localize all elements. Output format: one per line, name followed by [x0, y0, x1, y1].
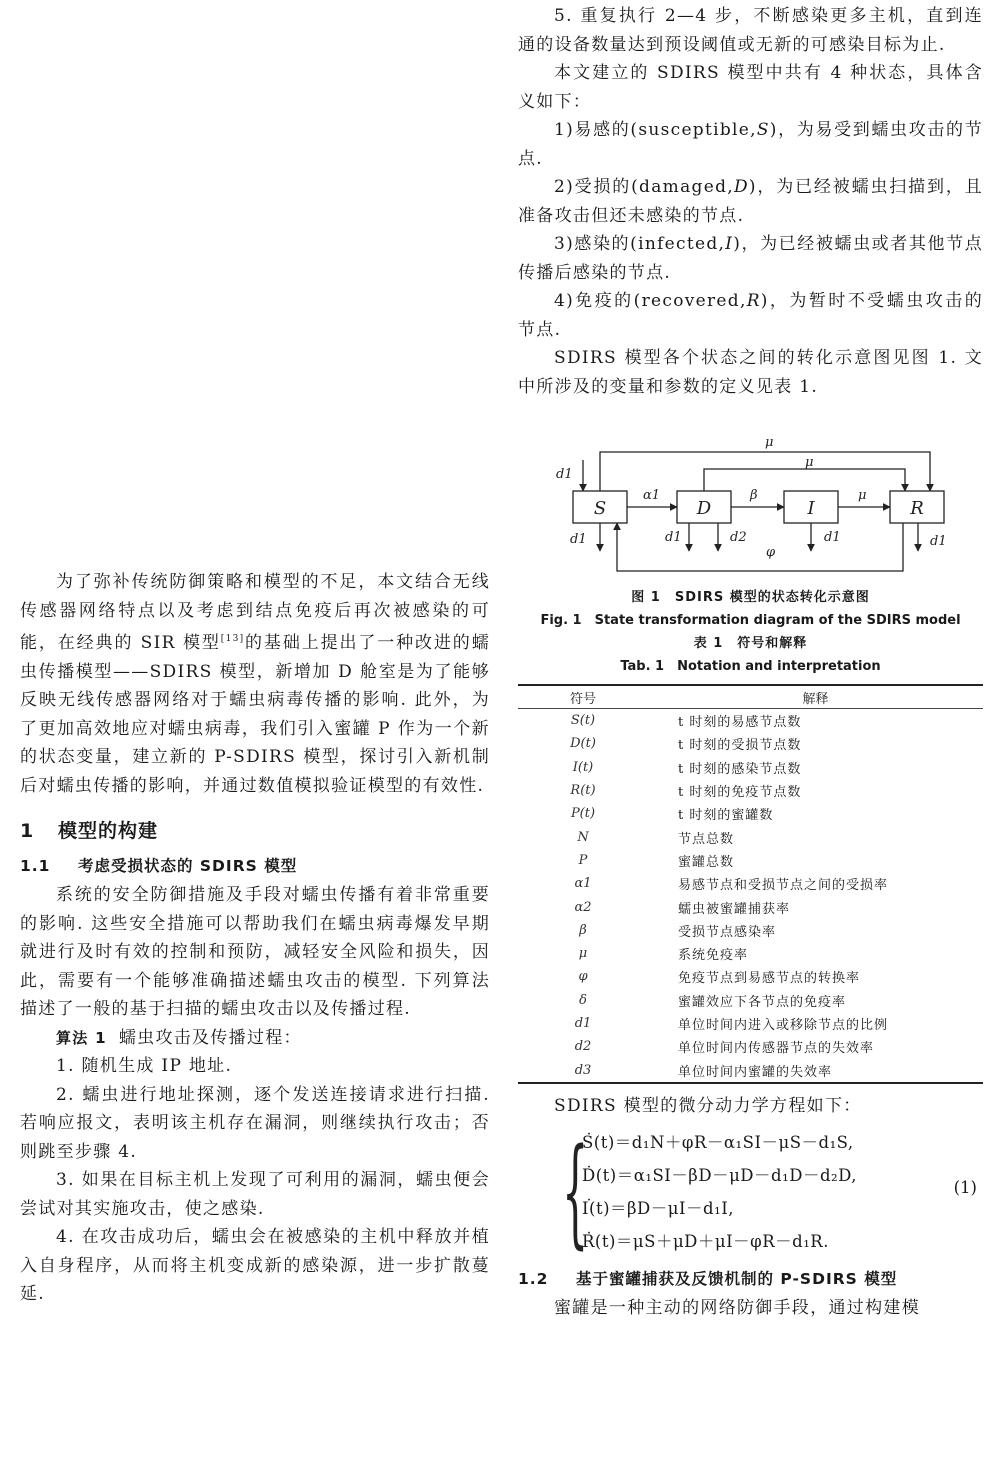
description-cell: 节点总数 [678, 831, 735, 847]
edge-label-mu-ir: μ [858, 488, 867, 503]
symbol-cell: α1 [574, 876, 592, 892]
algorithm-step: 3. 如果在目标主机上发现了可利用的漏洞，蠕虫便会尝试对其实施攻击，使之感染. [20, 1170, 490, 1219]
description-cell: 易感节点和受损节点之间的受损率 [678, 878, 889, 894]
edge-label-d2-d: d2 [730, 530, 747, 545]
table-header-row [518, 685, 983, 709]
description-cell: 受损节点感染率 [678, 924, 777, 940]
notation-table [518, 684, 983, 1084]
left-brace-icon: { [562, 1122, 589, 1261]
edge-label-beta: β [750, 488, 758, 503]
section-number: 1.2 [518, 1270, 549, 1289]
description-cell: 蜜罐总数 [678, 854, 735, 870]
symbol-cell: φ [578, 969, 588, 985]
table-row [518, 802, 983, 825]
symbol-cell: N [577, 829, 589, 845]
table-row [518, 1035, 983, 1058]
section-title: 模型的构建 [58, 820, 159, 842]
description-cell: 单位时间内进入或移除节点的比例 [678, 1018, 889, 1033]
edge-label-d1-i: d1 [824, 530, 841, 545]
table-caption-en: Tab. 1 Notation and interpretation [620, 659, 881, 674]
state-transformation-diagram [540, 423, 970, 578]
description-cell: 蠕虫被蜜罐捕获率 [678, 901, 791, 917]
table-row [518, 895, 983, 918]
symbol-cell: d2 [574, 1039, 592, 1055]
states-intro: 本文建立的 SDIRS 模型中共有 4 种状态，具体含义如下： [518, 63, 983, 112]
edge-label-phi: φ [766, 545, 776, 560]
description-cell: 免疫节点到易感节点的转换率 [678, 971, 861, 987]
figure-caption-zh: 图 1 SDIRS 模型的状态转化示意图 [631, 590, 870, 605]
section-1-1-paragraph: 系统的安全防御措施及手段对蠕虫传播有着非常重要的影响. 这些安全措施可以帮助我们在蠕虫病毒爆发早期就进行及时有效的控制和预防，减轻安全风险和损失，因此，需要有一个能够准确描述蠕虫攻击的模型. 下列算法描述了一般的基于扫描的蠕虫攻击以及传播过程. [20, 885, 490, 1019]
symbol-cell: D(t) [570, 736, 596, 752]
section-1-2-heading [518, 1266, 983, 1292]
table-body [518, 709, 983, 1083]
table-row [518, 965, 983, 988]
section-1-2-paragraph: 蜜罐是一种主动的网络防御手段，通过构建模 [554, 1298, 920, 1319]
table-row [518, 942, 983, 965]
algorithm-step: 2. 蠕虫进行地址探测，逐个发送连接请求进行扫描. 若响应报文，表明该主机存在漏洞，则继续执行攻击；否则跳至步骤 4. [20, 1084, 490, 1162]
table-row [518, 1012, 983, 1035]
state-item: 4)免疫的(recovered,R)，为暂时不受蠕虫攻击的节点. [518, 291, 983, 340]
table-row [518, 919, 983, 942]
section-number: 1.1 [20, 857, 51, 875]
equation-number: (1) [953, 1178, 977, 1198]
edge-label-mu-top: μ [765, 435, 774, 450]
table-caption-zh: 表 1 符号和解释 [693, 636, 808, 651]
symbol-cell: d3 [518, 1058, 648, 1082]
description-cell: 蜜罐效应下各节点的免疫率 [678, 994, 847, 1010]
column-header-symbol: 符号 [518, 685, 648, 709]
description-cell: t 时刻的免疫节点数 [678, 785, 802, 801]
equation-line: S(t)＝d₁N＋φR－α₁SI－μS－d₁S, [582, 1133, 854, 1153]
algorithm-heading [20, 1024, 490, 1053]
equations-intro: SDIRS 模型的微分动力学方程如下： [554, 1095, 862, 1116]
table-row [518, 709, 983, 733]
intro-paragraph [20, 568, 490, 800]
description-cell: 单位时间内传感器节点的失效率 [678, 1041, 875, 1057]
table-row [518, 872, 983, 895]
description-cell: t 时刻的易感节点数 [678, 715, 802, 731]
table-row [518, 779, 983, 802]
table-row [518, 989, 983, 1012]
equation-line: R(t)＝μS＋μD＋μI－φR－d₁R. [582, 1232, 829, 1252]
table-row [518, 849, 983, 872]
description-cell: t 时刻的感染节点数 [678, 761, 802, 777]
section-number: 1 [20, 820, 35, 842]
section-1-heading [20, 816, 490, 843]
edge-label-mu-mid: μ [805, 455, 814, 470]
state-item: 2)受损的(damaged,D)，为已经被蠕虫扫描到，且准备攻击但还未感染的节点. [518, 177, 983, 226]
node-label-s: S [593, 498, 607, 519]
edge-label-alpha1: α1 [643, 488, 661, 503]
right-column [518, 2, 983, 1323]
state-item: 3)感染的(infected,I)，为已经被蠕虫或者其他节点传播后感染的节点. [518, 234, 983, 283]
left-column [20, 568, 490, 1309]
edge-label-d1-r: d1 [930, 534, 947, 549]
equation-line: D(t)＝α₁SI－βD－μD－d₁D－d₂D, [582, 1166, 858, 1186]
figure-reference-paragraph: SDIRS 模型各个状态之间的转化示意图见图 1. 文中所涉及的变量和参数的定义见表 1. [518, 348, 983, 397]
node-label-i: I [807, 498, 815, 519]
symbol-cell: μ [578, 946, 588, 962]
node-label-r: R [910, 498, 924, 519]
symbol-cell: I(t) [572, 759, 594, 775]
equation-system [518, 1124, 983, 1264]
symbol-cell: S(t) [570, 713, 596, 729]
description-cell: 系统免疫率 [678, 948, 749, 964]
algorithm-step: 1. 随机生成 IP 地址. [56, 1056, 233, 1076]
intro-text-a: 为了弥补传统防御策略和模型的不足，本文结合无线传感器网络特点以及考虑到结点免疫后再次被感染的可能，在经典的 SIR 模型 [20, 572, 490, 653]
symbol-cell: d1 [574, 1016, 592, 1031]
algorithm-step-5: 5. 重复执行 2—4 步，不断感染更多主机，直到连通的设备数量达到预设阈值或无新的可感染目标为止. [518, 6, 983, 55]
section-1-1-heading [20, 853, 490, 879]
edge-label-d1-in: d1 [556, 467, 573, 482]
description-cell: t 时刻的受损节点数 [678, 738, 802, 754]
description-cell: t 时刻的蜜罐数 [678, 808, 774, 824]
edge-label-d1-d: d1 [665, 530, 682, 545]
algorithm-title: 蠕虫攻击及传播过程： [118, 1027, 302, 1048]
figure-caption-en: Fig. 1 State transformation diagram of the SDIRS model [540, 613, 961, 628]
description-cell: 单位时间内蜜罐的失效率 [648, 1058, 983, 1082]
symbol-cell: β [579, 922, 587, 938]
symbol-cell: P(t) [570, 806, 596, 822]
node-label-d: D [696, 498, 712, 519]
state-item: 1)易感的(susceptible,S)，为易受到蠕虫攻击的节点. [518, 120, 983, 169]
algorithm-label: 算法 1 [56, 1028, 107, 1047]
symbol-cell: α2 [574, 899, 592, 915]
citation-ref[interactable]: [13] [220, 634, 245, 644]
section-title: 考虑受损状态的 SDIRS 模型 [78, 857, 298, 875]
edge-label-d1-s: d1 [570, 532, 587, 547]
symbol-cell: R(t) [570, 783, 596, 799]
algorithm-step: 4. 在攻击成功后，蠕虫会在被感染的主机中释放并植入自身程序，从而将主机变成新的感染源，进一步扩散蔓延. [20, 1227, 490, 1304]
table-row [518, 756, 983, 779]
equation-line: I(t)＝βD－μI－d₁I, [582, 1199, 734, 1219]
column-header-description: 解释 [648, 685, 983, 709]
intro-text-b: 的基础上提出了一种改进的蠕虫传播模型——SDIRS 模型，新增加 D 舱室是为了能够反映无线传感器网络对于蠕虫病毒传播的影响. 此外，为了更加高效地应对蠕虫病毒，我们引入蜜罐 P 作为一个新的状态变量，建立新的 P-SDIRS 模型，探讨引入新机制后对蠕虫传播的影响，并通过数值模拟验证模型的有效性. [20, 633, 491, 796]
symbol-cell: P [578, 852, 588, 868]
table-row [518, 825, 983, 848]
table-row [518, 732, 983, 755]
symbol-cell: δ [579, 992, 587, 1008]
table-row [518, 1058, 983, 1082]
section-title: 基于蜜罐捕获及反馈机制的 P-SDIRS 模型 [576, 1270, 898, 1289]
